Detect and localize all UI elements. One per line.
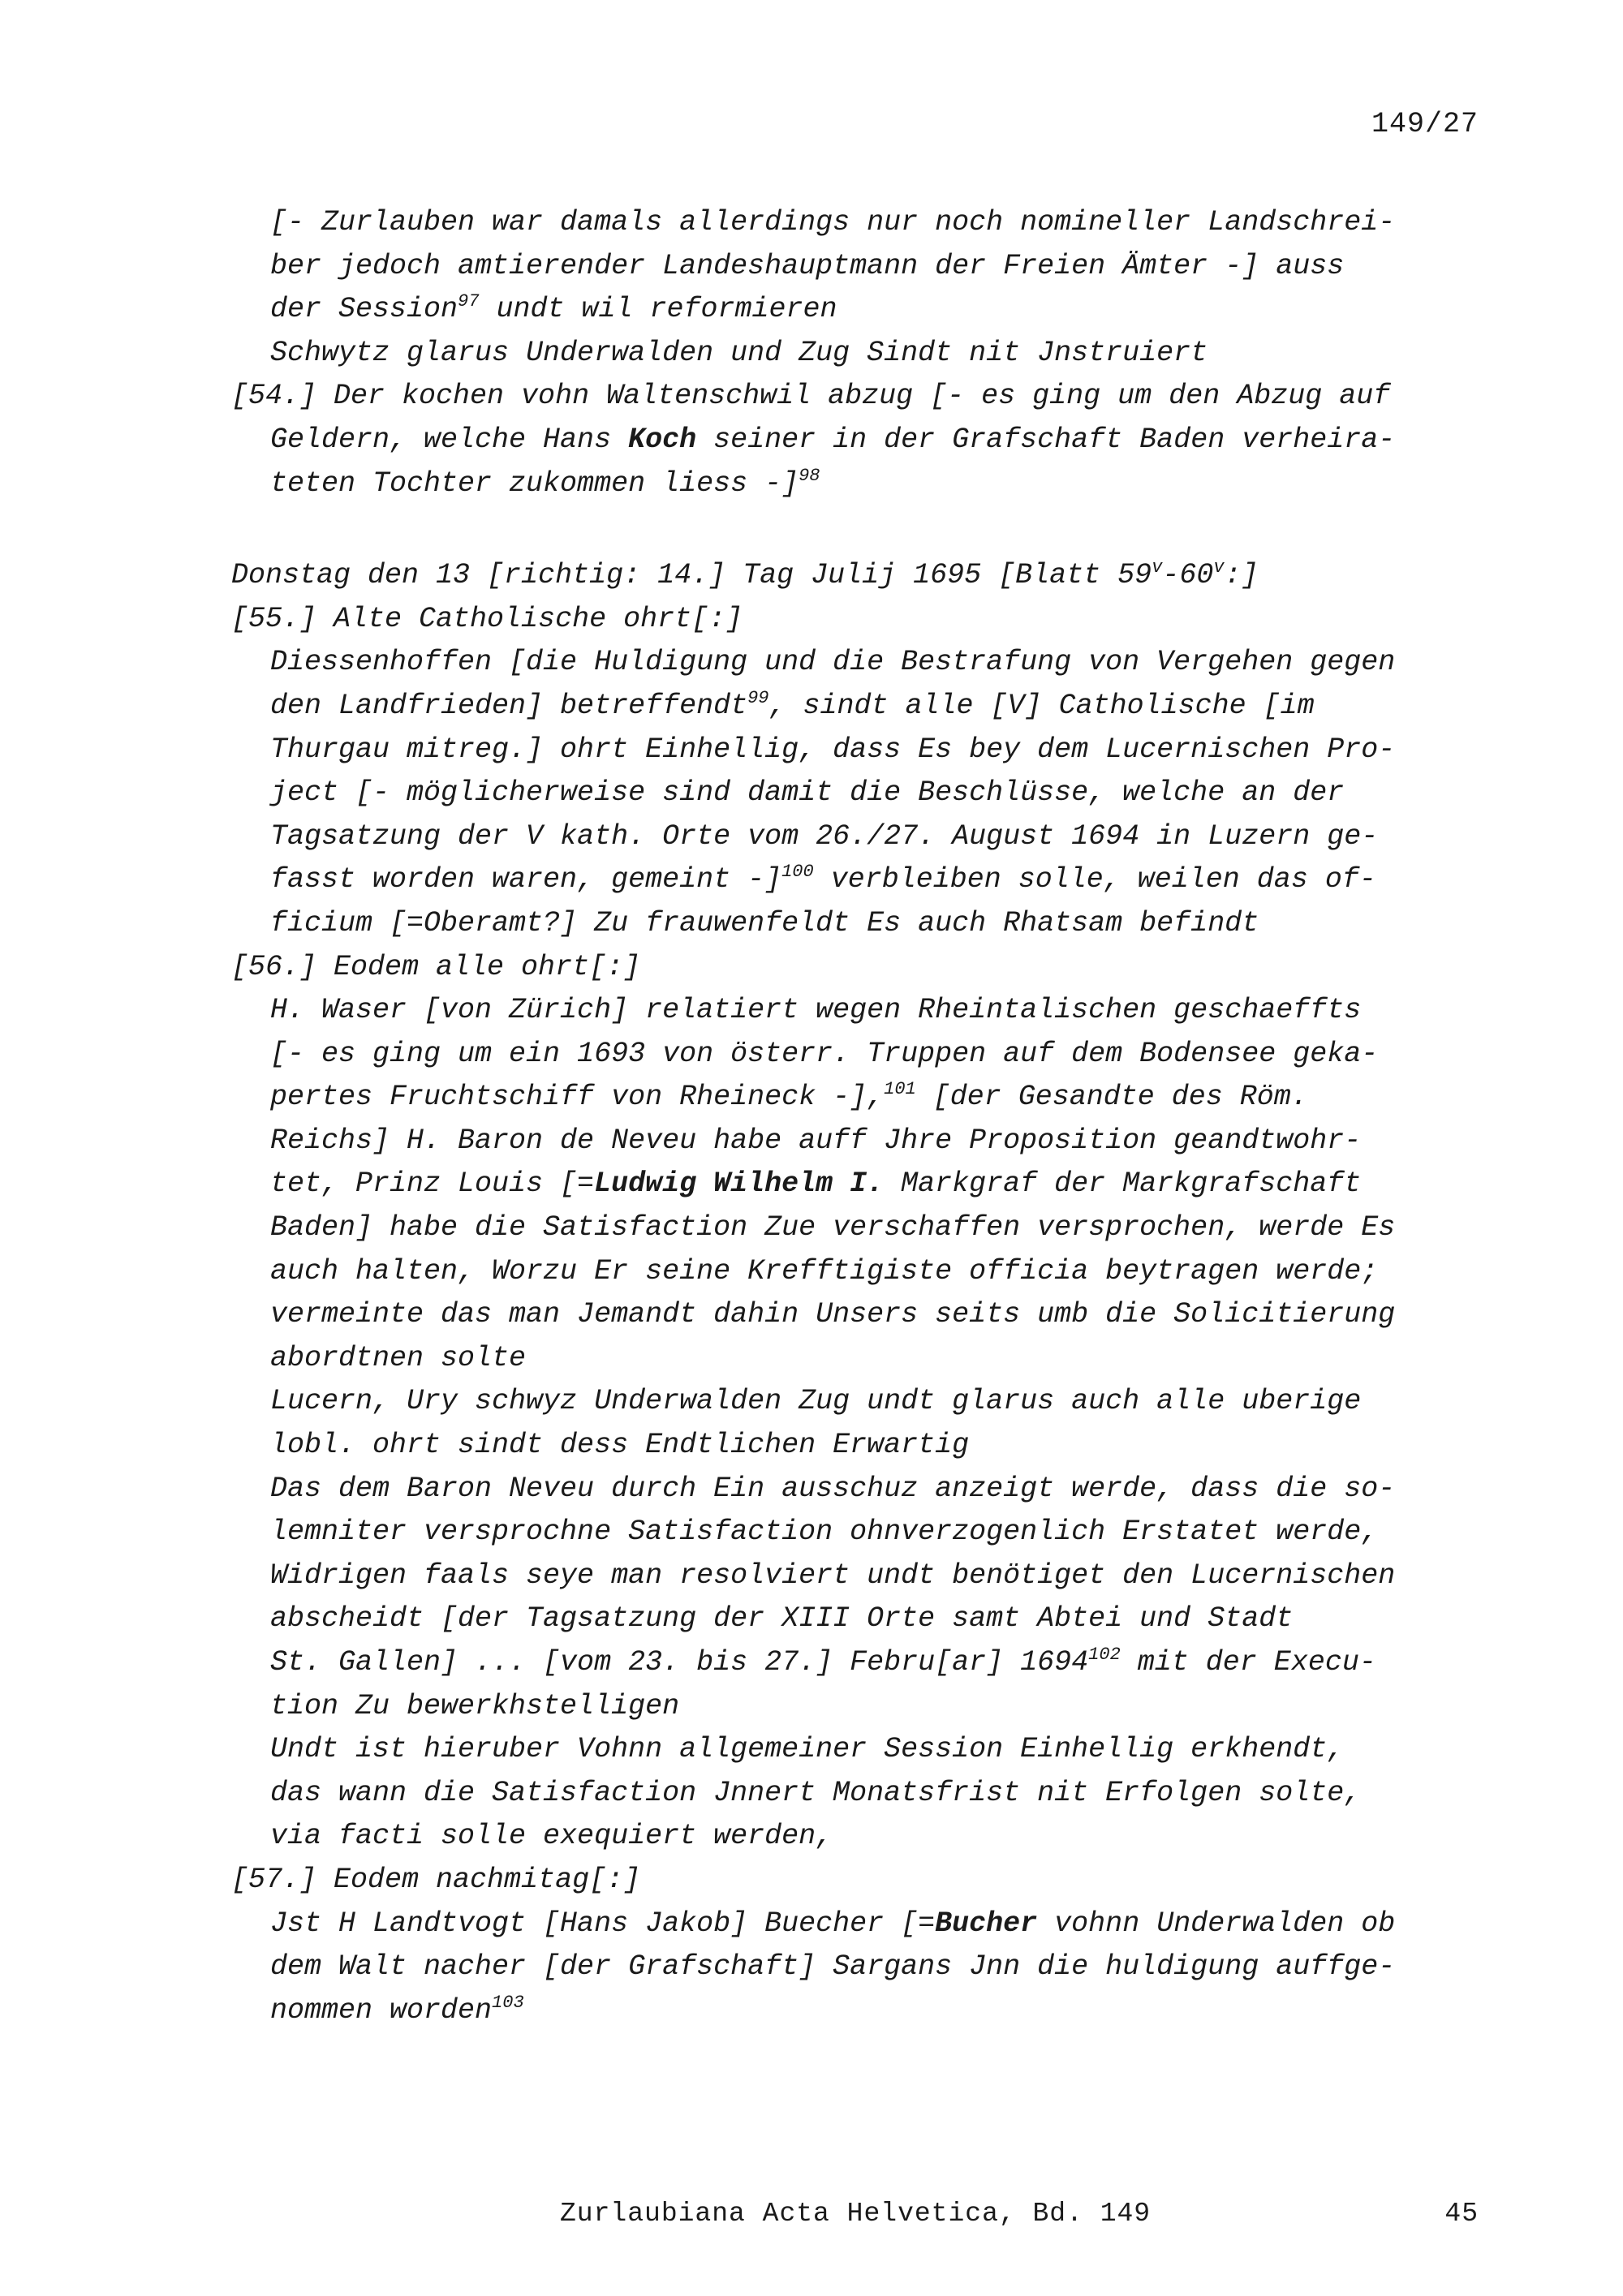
text-run: Widrigen faals seye man resolviert undt benötiget den Lucernischen: [270, 1559, 1396, 1592]
text-line: [231, 1163, 1481, 1206]
text-run: [55.] Alte Catholische ohrt[:]: [231, 602, 743, 635]
text-line: [231, 1033, 1481, 1077]
text-run: tion Zu bewerkhstelligen: [270, 1689, 680, 1722]
text-line: [231, 1293, 1481, 1337]
bold-name: Ludwig Wilhelm I.: [594, 1167, 885, 1201]
text-run: Diessenhoffen [die Huldigung und die Bestrafung von Vergehen gegen: [270, 646, 1396, 679]
text-run: Donstag den 13 [richtig: 14.] Tag Julij 1695 [Blatt 59: [231, 559, 1152, 592]
text-run: lemniter versprochne Satisfaction ohnverzogenlich Erstatet werde,: [270, 1516, 1379, 1549]
text-line: [231, 1337, 1481, 1381]
footnote-marker: 98: [799, 465, 820, 486]
text-run: vohnn Underwalden ob: [1037, 1907, 1396, 1940]
text-line: [231, 1424, 1481, 1468]
footnote-marker: 99: [747, 687, 769, 708]
text-line: [231, 1250, 1481, 1294]
text-run: lobl. ohrt sindt dess Endtlichen Erwartig: [270, 1429, 970, 1462]
text-line: [231, 1511, 1481, 1554]
text-line: [231, 1859, 1481, 1903]
text-run: Thurgau mitreg.] ohrt Einhellig, dass Es bey dem Lucernischen Pro-: [270, 733, 1396, 766]
text-line: [231, 375, 1481, 419]
text-line: [231, 1989, 1481, 2033]
text-run: [56.] Eodem alle ohrt[:]: [231, 950, 641, 983]
text-run: das wann die Satisfaction Jnnert Monatsfrist nit Erfolgen solte,: [270, 1776, 1362, 1809]
text-run: ject [- möglicherweise sind damit die Beschlüsse, welche an der: [270, 776, 1345, 810]
text-line: [231, 419, 1481, 462]
text-line: [231, 685, 1481, 729]
text-line: [231, 729, 1481, 772]
text-line: [231, 815, 1481, 859]
text-line: [231, 1206, 1481, 1250]
text-run: auch halten, Worzu Er seine Krefftigiste officia beytragen werde;: [270, 1254, 1379, 1288]
footnote-marker: 100: [781, 862, 814, 883]
text-line: [231, 598, 1481, 642]
text-run: seiner in der Grafschaft Baden verheira-: [696, 423, 1396, 456]
text-line: [231, 1728, 1481, 1772]
text-run: Baden] habe die Satisfaction Zue verschaffen versprochen, werde Es: [270, 1211, 1396, 1245]
text-run: Tagsatzung der V kath. Orte vom 26./27. August 1694 in Luzern ge-: [270, 819, 1379, 853]
text-line: [231, 946, 1481, 990]
text-run: , sindt alle [V] Catholische [im: [768, 689, 1315, 722]
footnote-marker: v: [1152, 557, 1163, 578]
text-line: [231, 1380, 1481, 1424]
text-run: Undt ist hieruber Vohnn allgemeiner Session Einhellig erkhendt,: [270, 1733, 1345, 1766]
text-run: verbleiben solle, weilen das of-: [813, 863, 1376, 896]
bold-name: Bucher: [935, 1907, 1038, 1940]
page-reference: 149/27: [1371, 108, 1479, 140]
text-run: ficium [=Oberamt?] Zu frauwenfeldt Es auch Rhatsam befindt: [270, 906, 1259, 939]
text-line: [231, 554, 1481, 598]
footnote-marker: v: [1213, 557, 1225, 578]
text-run: undt wil reformieren: [479, 293, 837, 326]
text-line: [231, 1554, 1481, 1598]
text-line: [231, 1815, 1481, 1859]
text-run: abscheidt [der Tagsatzung der XIII Orte samt Abtei und Stadt: [270, 1602, 1294, 1636]
text-line: [231, 902, 1481, 946]
text-line: [231, 1120, 1481, 1163]
footnote-marker: 103: [492, 1992, 524, 2013]
text-run: vermeinte das man Jemandt dahin Unsers seits umb die Solicitierung: [270, 1298, 1396, 1331]
text-line: [231, 1468, 1481, 1511]
text-line: [231, 245, 1481, 289]
text-run: der Session: [270, 293, 458, 326]
text-run: Markgraf der Markgrafschaft: [884, 1167, 1362, 1201]
text-run: den Landfrieden] betreffendt: [270, 689, 748, 722]
text-run: ber jedoch amtierender Landeshauptmann der Freien Ämter -] auss: [270, 249, 1345, 282]
text-run: Jst H Landtvogt [Hans Jakob] Buecher [=: [270, 1907, 936, 1940]
text-run: Lucern, Ury schwyz Underwalden Zug undt glarus auch alle uberige: [270, 1385, 1362, 1418]
text-run: pertes Fruchtschiff von Rheineck -],: [270, 1081, 885, 1114]
text-run: mit der Execu-: [1120, 1646, 1376, 1679]
text-run: Reichs] H. Baron de Neveu habe auff Jhre Proposition geandtwohr-: [270, 1124, 1362, 1157]
page-number: 45: [1444, 2199, 1479, 2229]
text-line: [231, 772, 1481, 815]
text-line: [231, 989, 1481, 1033]
text-run: teten Tochter zukommen liess -]: [270, 467, 799, 500]
text-line: [231, 288, 1481, 332]
text-run: H. Waser [von Zürich] relatiert wegen Rheintalischen geschaeffts: [270, 994, 1362, 1027]
text-line: [231, 641, 1481, 685]
bold-name: Koch: [628, 423, 697, 456]
text-run: Das dem Baron Neveu durch Ein ausschuz anzeigt werde, dass die so-: [270, 1472, 1396, 1505]
text-run: Schwytz glarus Underwalden und Zug Sindt nit Jnstruiert: [270, 336, 1208, 369]
text-run: [54.] Der kochen vohn Waltenschwil abzug [- es ging um den Abzug auf: [231, 380, 1391, 413]
footer-title: Zurlaubiana Acta Helvetica, Bd. 149: [560, 2199, 1152, 2229]
text-run: [57.] Eodem nachmitag[:]: [231, 1863, 641, 1896]
text-run: [- Zurlauben war damals allerdings nur noch nomineller Landschrei-: [270, 206, 1396, 239]
text-run: abordtnen solte: [270, 1341, 527, 1374]
text-line: [231, 1685, 1481, 1729]
text-line: [231, 1076, 1481, 1120]
text-line: [231, 1772, 1481, 1816]
paragraph-gap: [231, 505, 1481, 554]
text-run: St. Gallen] ... [vom 23. bis 27.] Febru[ar] 1694: [270, 1646, 1089, 1679]
text-run: nommen worden: [270, 1993, 493, 2027]
text-run: dem Walt nacher [der Grafschaft] Sargans Jnn die huldigung auffge-: [270, 1950, 1396, 1984]
footnote-marker: 101: [884, 1079, 916, 1100]
text-run: [- es ging um ein 1693 von österr. Truppen auf dem Bodensee geka-: [270, 1037, 1379, 1070]
text-line: [231, 1946, 1481, 1989]
document-body: [231, 201, 1481, 2032]
text-run: [der Gesandte des Röm.: [915, 1081, 1308, 1114]
text-line: [231, 858, 1481, 902]
text-run: fasst worden waren, gemeint -]: [270, 863, 782, 896]
text-line: [231, 201, 1481, 245]
footnote-marker: 97: [458, 291, 480, 312]
text-run: via facti solle exequiert werden,: [270, 1820, 833, 1853]
text-run: tet, Prinz Louis [=: [270, 1167, 595, 1201]
text-line: [231, 1641, 1481, 1685]
text-run: :]: [1224, 559, 1259, 592]
text-line: [231, 332, 1481, 376]
footnote-marker: 102: [1088, 1645, 1121, 1665]
text-run: Geldern, welche Hans: [270, 423, 629, 456]
text-line: [231, 1903, 1481, 1946]
text-run: -60: [1162, 559, 1214, 592]
text-line: [231, 462, 1481, 506]
text-line: [231, 1597, 1481, 1641]
